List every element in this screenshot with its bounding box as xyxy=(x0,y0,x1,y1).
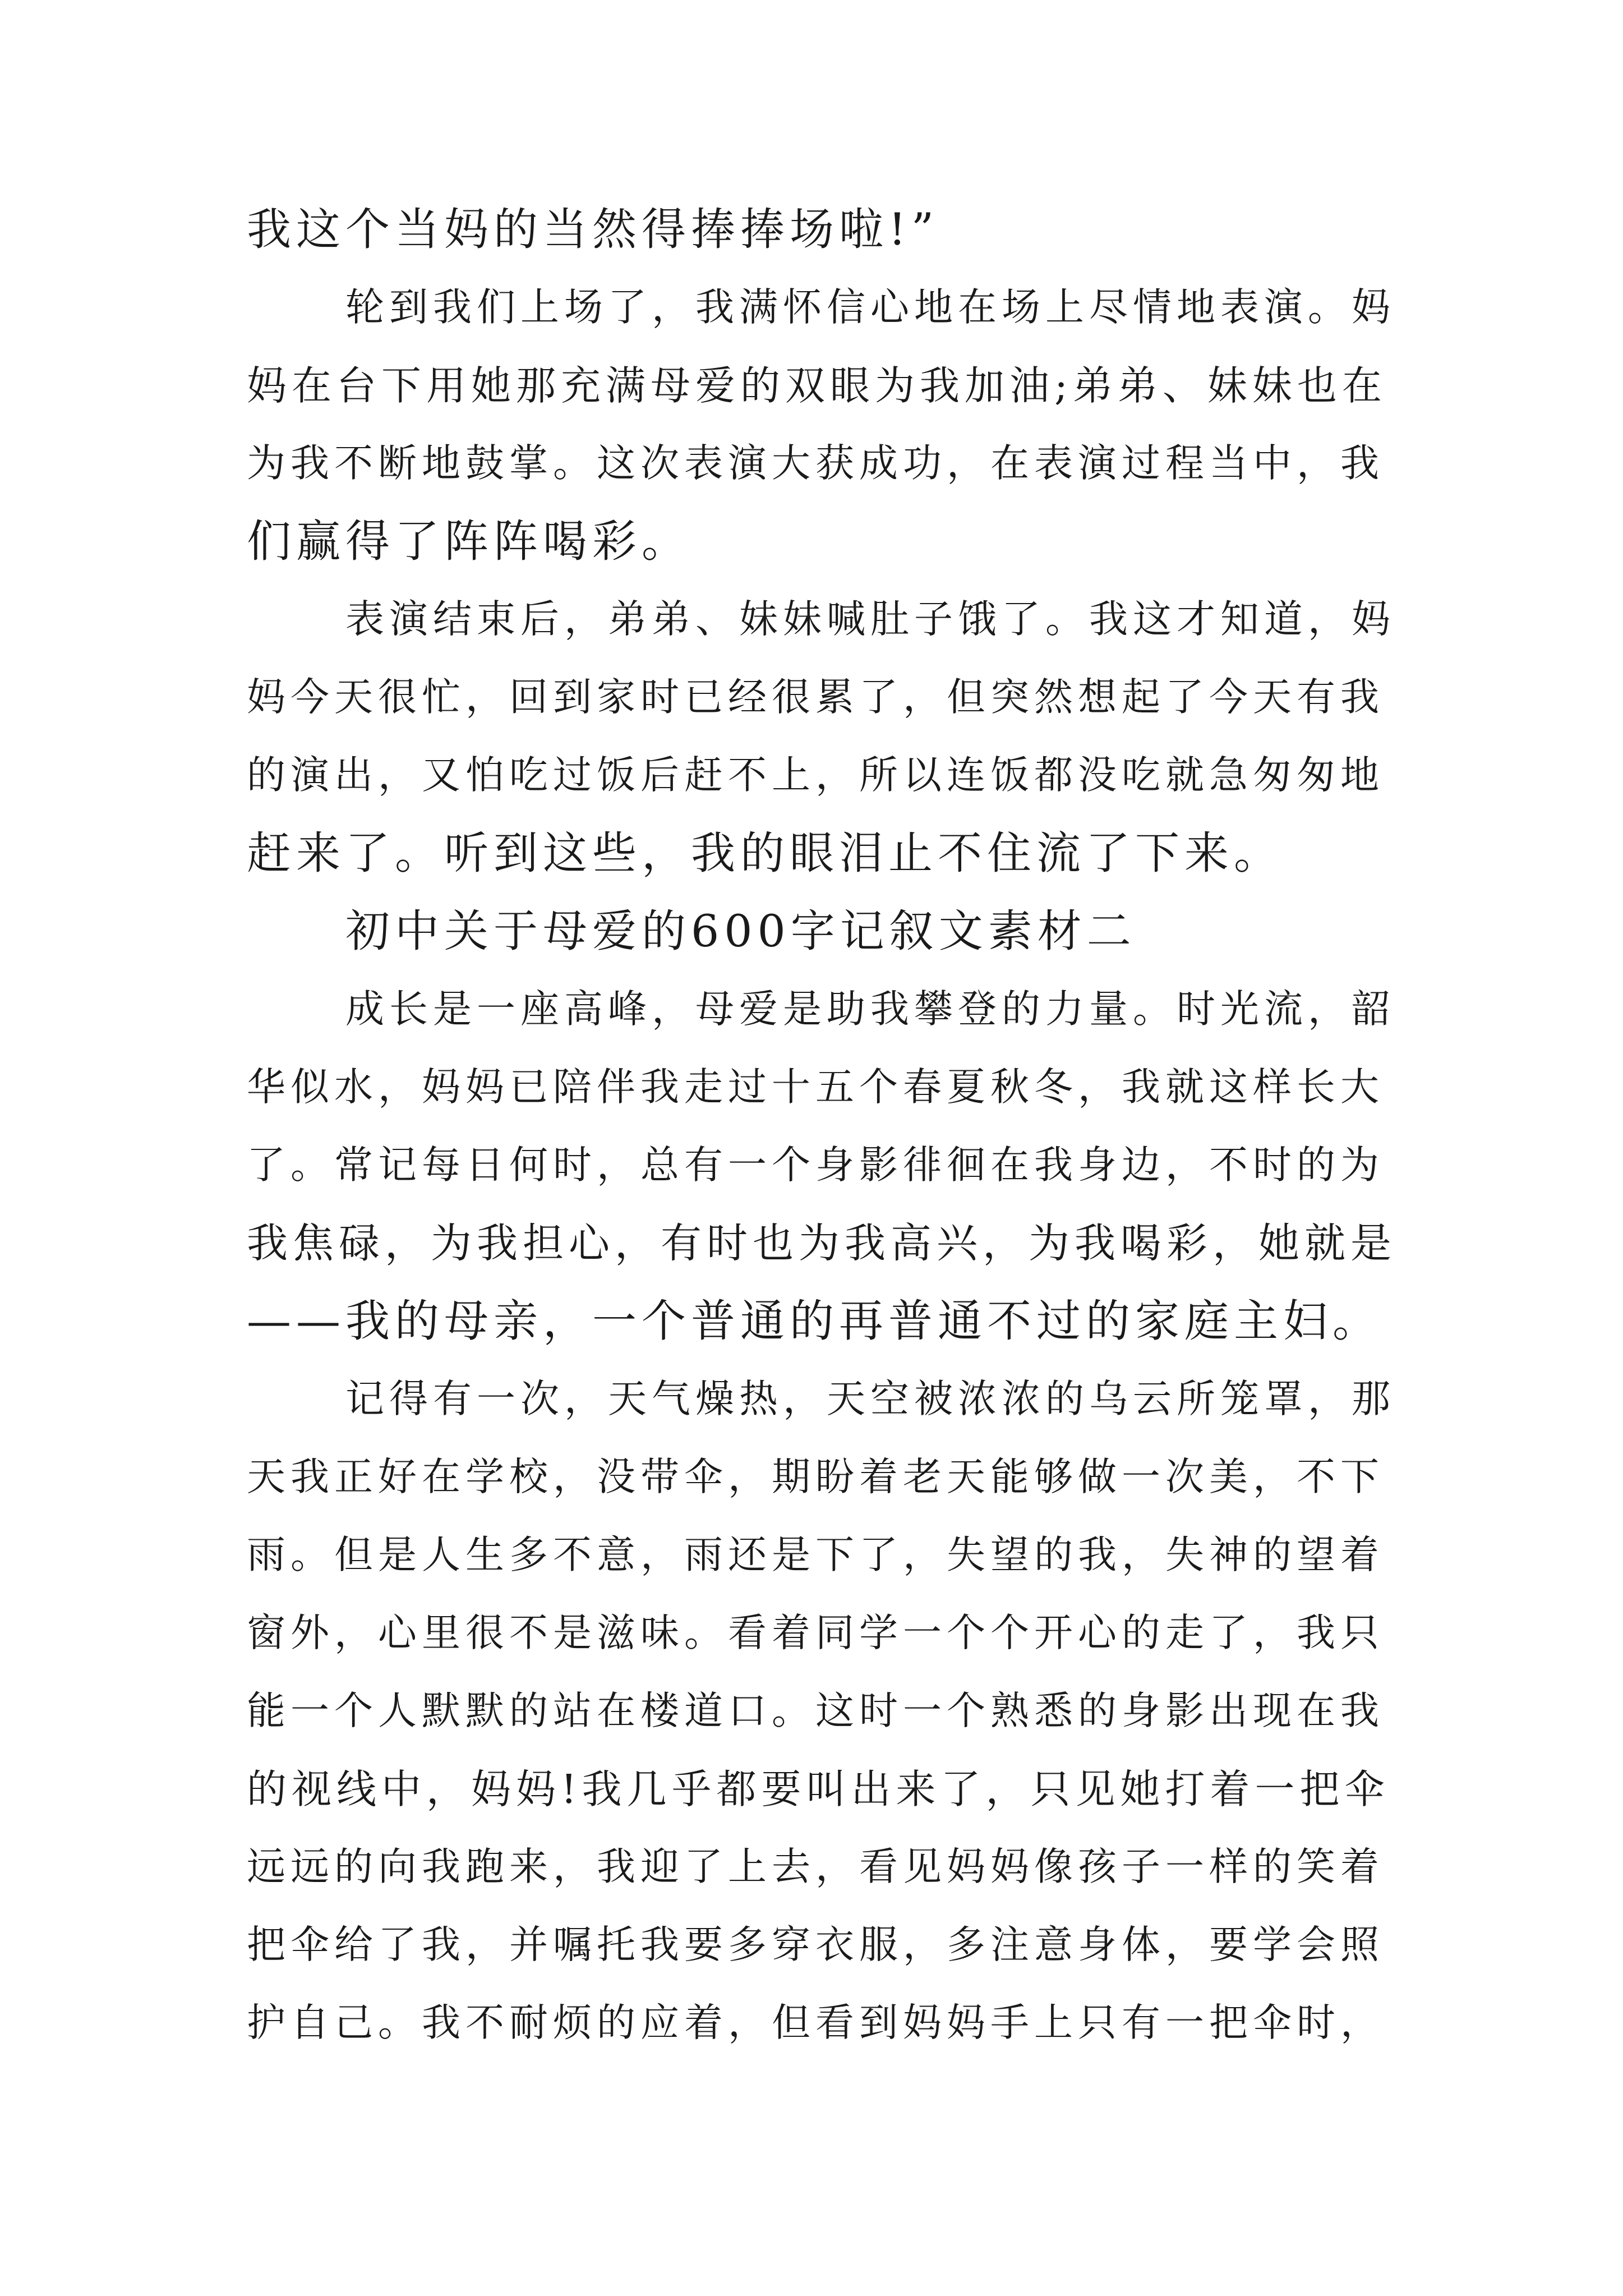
text-line: 妈在台下用她那充满母爱的双眼为我加油;弟弟、妹妹也在 xyxy=(247,362,1387,409)
text-line: 的演出，又怕吃过饭后赶不上，所以连饭都没吃就急匆匆地 xyxy=(247,753,1384,798)
text-line: 表演结束后，弟弟、妹妹喊肚子饿了。我这才知道，妈 xyxy=(345,597,1395,642)
text-line: 窗外，心里很不是滋味。看着同学一个个开心的走了，我只 xyxy=(247,1611,1384,1655)
text-line: 初中关于母爱的600字记叙文素材二 xyxy=(345,905,1136,957)
text-line: 们赢得了阵阵喝彩。 xyxy=(247,516,691,567)
text-line: 成长是一座高峰，母爱是助我攀登的力量。时光流，韶 xyxy=(345,987,1395,1032)
text-line: ——我的母亲，一个普通的再普通不过的家庭主妇。 xyxy=(247,1295,1382,1347)
text-line: 我焦碌，为我担心，有时也为我高兴，为我喝彩，她就是 xyxy=(247,1220,1396,1267)
text-line: 为我不断地鼓掌。这次表演大获成功，在表演过程当中，我 xyxy=(247,441,1384,486)
text-line: 记得有一次，天气燥热，天空被浓浓的乌云所笼罩，那 xyxy=(345,1377,1395,1421)
text-line: 雨。但是人生多不意，雨还是下了，失望的我，失神的望着 xyxy=(247,1533,1384,1577)
text-line: 的视线中，妈妈!我几乎都要叫出来了，只见她打着一把伞 xyxy=(247,1766,1390,1812)
article-body xyxy=(247,191,1396,2062)
text-line: 妈今天很忙，回到家时已经很累了，但突然想起了今天有我 xyxy=(247,675,1384,720)
text-line: 能一个人默默的站在楼道口。这时一个熟悉的身影出现在我 xyxy=(247,1688,1384,1733)
text-line: 华似水，妈妈已陪伴我走过十五个春夏秋冬，我就这样长大 xyxy=(247,1065,1384,1110)
text-line: 我这个当妈的当然得捧捧场啦!” xyxy=(247,204,939,255)
text-line: 护自己。我不耐烦的应着，但看到妈妈手上只有一把伞时， xyxy=(247,2000,1384,2045)
text-line: 远远的向我跑来，我迎了上去，看见妈妈像孩子一样的笑着 xyxy=(247,1844,1384,1889)
text-line: 了。常记每日何时，总有一个身影徘徊在我身边，不时的为 xyxy=(247,1143,1384,1188)
text-line: 把伞给了我，并嘱托我要多穿衣服，多注意身体，要学会照 xyxy=(247,1922,1384,1967)
text-line: 天我正好在学校，没带伞，期盼着老天能够做一次美，不下 xyxy=(247,1455,1384,1499)
text-line: 赶来了。听到这些，我的眼泪止不住流了下来。 xyxy=(247,827,1283,879)
text-line: 轮到我们上场了，我满怀信心地在场上尽情地表演。妈 xyxy=(345,285,1395,330)
